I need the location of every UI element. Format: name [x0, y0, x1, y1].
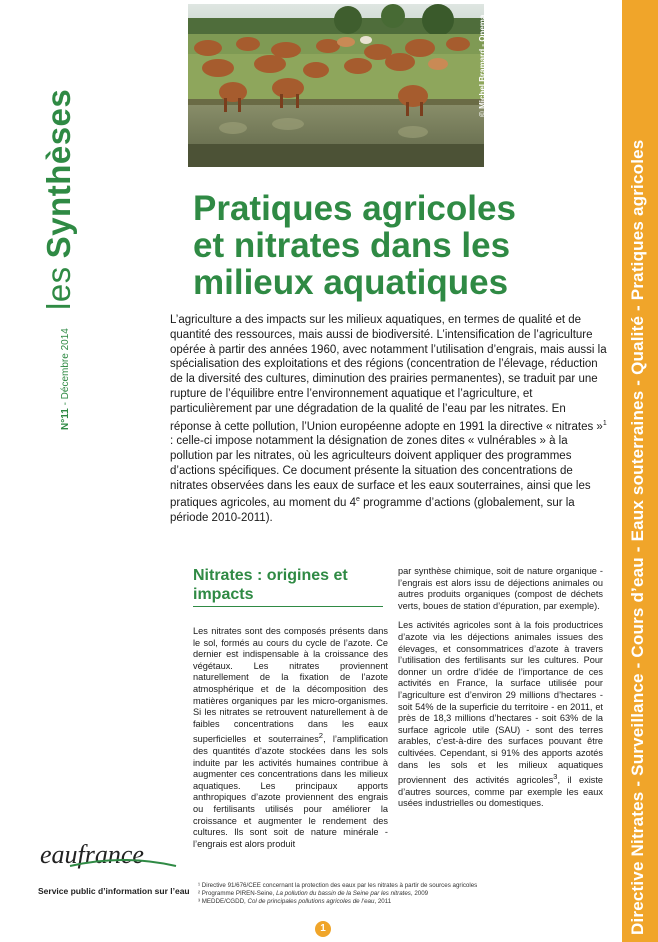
issue-info: [60, 328, 71, 430]
body-column-right: [398, 566, 603, 818]
footnotes: [198, 882, 608, 906]
photo-credit: © Michel Bramard - Onema: [478, 14, 487, 117]
series-prefix: les: [40, 266, 77, 310]
logo-tagline: Service public d’information sur l’eau: [38, 886, 190, 896]
page-number: 1: [315, 921, 331, 937]
footnote-text: ² Programme PIREN-Seine,: [198, 890, 277, 897]
eaufrance-logo: [30, 840, 180, 880]
footnote-text: ³ MEDDE/CGDD,: [198, 898, 248, 905]
body-text: Les activités agricoles sont à la fois productrices d’azote via les déjections animales issues des élevages, et consommatrices d’azote à travers l’utilisation des fertilisants sur les cultures. Pour donner un ordre d’idée de l’importance de ces activités en France, la surface utilisée pour l’agriculture est d’environ 29 millions d’hectares - soit 54% de la superficie du territoire - en 2011, et près de 18,3 millions d’hectares - soit 63% de la surface agricole utile (SAU) - sont des terres arables, c’est-à-dire des surfaces pouvant être cultivées. Cependant, si 91% des apports azotés dans les sols et les milieux aquatiques proviennent des activités agricoles: [398, 620, 603, 786]
body-paragraph: [193, 626, 388, 850]
cows-at-river-image: [188, 4, 484, 167]
issue-number: N°11: [60, 408, 71, 430]
footnote-text: , 2009: [410, 890, 429, 897]
intro-text-2: : celle-ci impose notamment la désignation de zones dites « vulnérables » à la pollution par les nitrates, où les agriculteurs doivent appliquer des programmes d’actions spécifiques. Ce document présente la situation des concentrations de nitrates observées dans les eaux de surface et les eaux souterraines, ainsi que les pratiques agricoles, au moment du 4: [170, 435, 591, 510]
body-text: Les nitrates sont des composés présents dans le sol, formés au cours du cycle de l’azote. Ce dernier est indispensable à la croissance des végétaux. Les nitrates proviennent naturellement de la fixation de l’azote atmosphérique et de la décomposition des matières organiques par les micro-organismes. Si les nitrates se retrouvent naturellement à de faibles concentrations dans les eaux superficielles et souterraines: [193, 626, 388, 745]
footnote-3: [198, 898, 608, 906]
body-text: , il existe d’autres sources, comme par exemple les eaux usées industrielles ou domestiques.: [398, 775, 603, 809]
logo-wave-icon: [68, 856, 178, 870]
title-line-3: milieux aquatiques: [193, 263, 509, 302]
body-paragraph: par synthèse chimique, soit de nature organique - l’engrais est alors issu de déjections animales ou autres produits organiques (compost de déchets verts, boues de station d’épuration, par exemple).: [398, 566, 603, 611]
intro-paragraph: [170, 313, 610, 526]
footnote-1: ¹ Directive 91/676/CEE concernant la protection des eaux par les nitrates à partir de sources agricoles: [198, 882, 478, 889]
cover-photo: [188, 4, 484, 167]
ordinal-suffix: e: [356, 496, 360, 504]
logo-wordmark: eaufrance: [40, 840, 144, 869]
body-paragraph: [398, 620, 603, 810]
intro-text-1: L’agriculture a des impacts sur les milieux aquatiques, en termes de qualité et de quantité des ressources, mais aussi de biodiversité. L’intensification de l’agriculture opérée à partir des années 1960, avec notamment l’utilisation d’engrais, mais aussi la spécialisation des exploitations et des régions (concentration de l’élevage, réduction de la diversité des cultures, diminution des prairies permanentes), se traduit par une rupture de l’équilibre entre l’environnement aquatique et l’agriculture, et particulièrement par une dégradation de la qualité de l’eau par les nitrates. En réponse à cette pollution, l’Union européenne adopte en 1991 la directive « nitrates »: [170, 314, 607, 433]
footnote-title: La pollution du bassin de la Seine par les nitrates: [276, 890, 411, 897]
document-title: [193, 190, 613, 301]
intro-text-3: programme d’actions (globalement, sur la période 2010-2011).: [170, 497, 575, 525]
footnote-text: , 2011: [374, 898, 392, 905]
series-title: [40, 89, 78, 310]
issue-date: - Décembre 2014: [60, 328, 71, 406]
body-column-left: [193, 626, 388, 858]
body-text: , l’amplification des quantités d’azote stockées dans les sols induite par les activités humaines contribue à augmenter ces concentrations dans les milieux aquatiques. Les principaux apports anthropiques d’azote proviennent des engrais ou fertilisants utilisés pour améliorer la croissance et augmenter le rendement des cultures. Ils sont soit de nature minérale - l’engrais est alors produit: [193, 734, 388, 849]
footnote-ref-3: 3: [553, 772, 558, 782]
keyword-band-text: Directive Nitrates - Surveillance - Cours d’eau - Eaux souterraines - Qualité - Pratiques agricoles: [628, 139, 647, 935]
footnote-title: Col de principales pollutions agricoles de l’eau: [247, 898, 375, 905]
footnote-ref-1: 1: [602, 419, 607, 427]
footnote-ref-2: 2: [318, 731, 324, 741]
title-line-1: Pratiques agricoles: [193, 189, 516, 228]
keyword-band: [622, 0, 658, 942]
section-heading: Nitrates : origines et impacts: [193, 567, 348, 603]
section-divider: [193, 606, 383, 607]
series-name: Synthèses: [40, 88, 77, 259]
title-line-2: et nitrates dans les: [193, 226, 511, 265]
footnote-2: [198, 890, 608, 898]
